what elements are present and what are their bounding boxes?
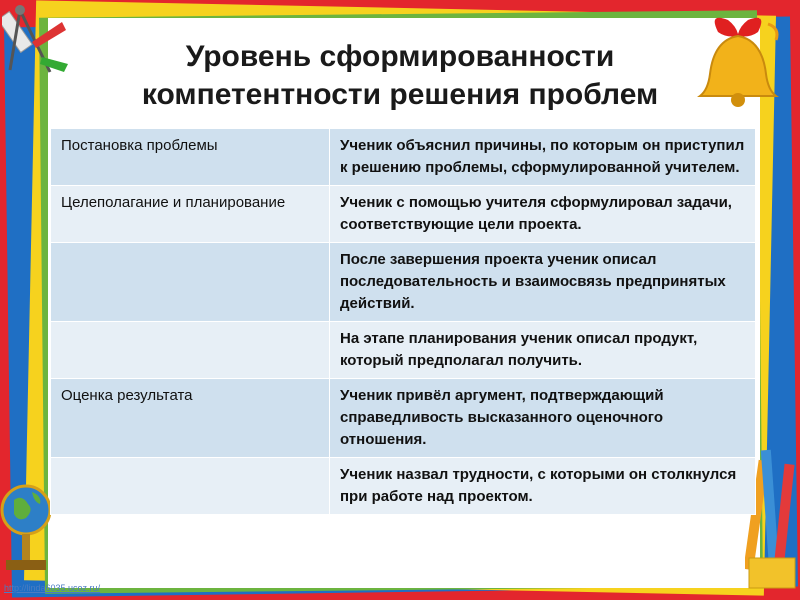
stage-cell: Целеполагание и планирование: [51, 186, 330, 243]
title-line-2: компетентности решения проблем: [141, 78, 659, 111]
table-row: [51, 458, 756, 515]
description-cell: Ученик с помощью учителя сформулировал задачи, соответствующие цели проекта.: [330, 186, 756, 243]
footer-link[interactable]: http://linda6035.ucoz.ru/: [4, 583, 101, 593]
stage-cell: Постановка проблемы: [51, 129, 330, 186]
stage-cell: Оценка результата: [51, 379, 330, 458]
description-cell: После завершения проекта ученик описал последовательность и взаимосвязь предпринятых действий.: [330, 243, 756, 322]
compass-icon: [2, 2, 72, 82]
stage-cell: [51, 458, 330, 515]
description-cell: Ученик привёл аргумент, подтверждающий справедливость высказанного оценочного отношения.: [330, 379, 756, 458]
table-row: [51, 186, 756, 243]
description-cell: Ученик назвал трудности, с которыми он столкнулся при работе над проектом.: [330, 458, 756, 515]
table-row: [51, 322, 756, 379]
competence-table: [50, 128, 756, 515]
table-row: [51, 379, 756, 458]
table-row: [51, 243, 756, 322]
stage-cell: [51, 243, 330, 322]
title-line-1: Уровень сформированности: [185, 40, 615, 73]
stage-cell: [51, 322, 330, 379]
page-title: [70, 38, 730, 114]
description-cell: Ученик объяснил причины, по которым он приступил к решению проблемы, сформулированной учителем.: [330, 129, 756, 186]
description-cell: На этапе планирования ученик описал продукт, который предполагал получить.: [330, 322, 756, 379]
table-row: [51, 129, 756, 186]
